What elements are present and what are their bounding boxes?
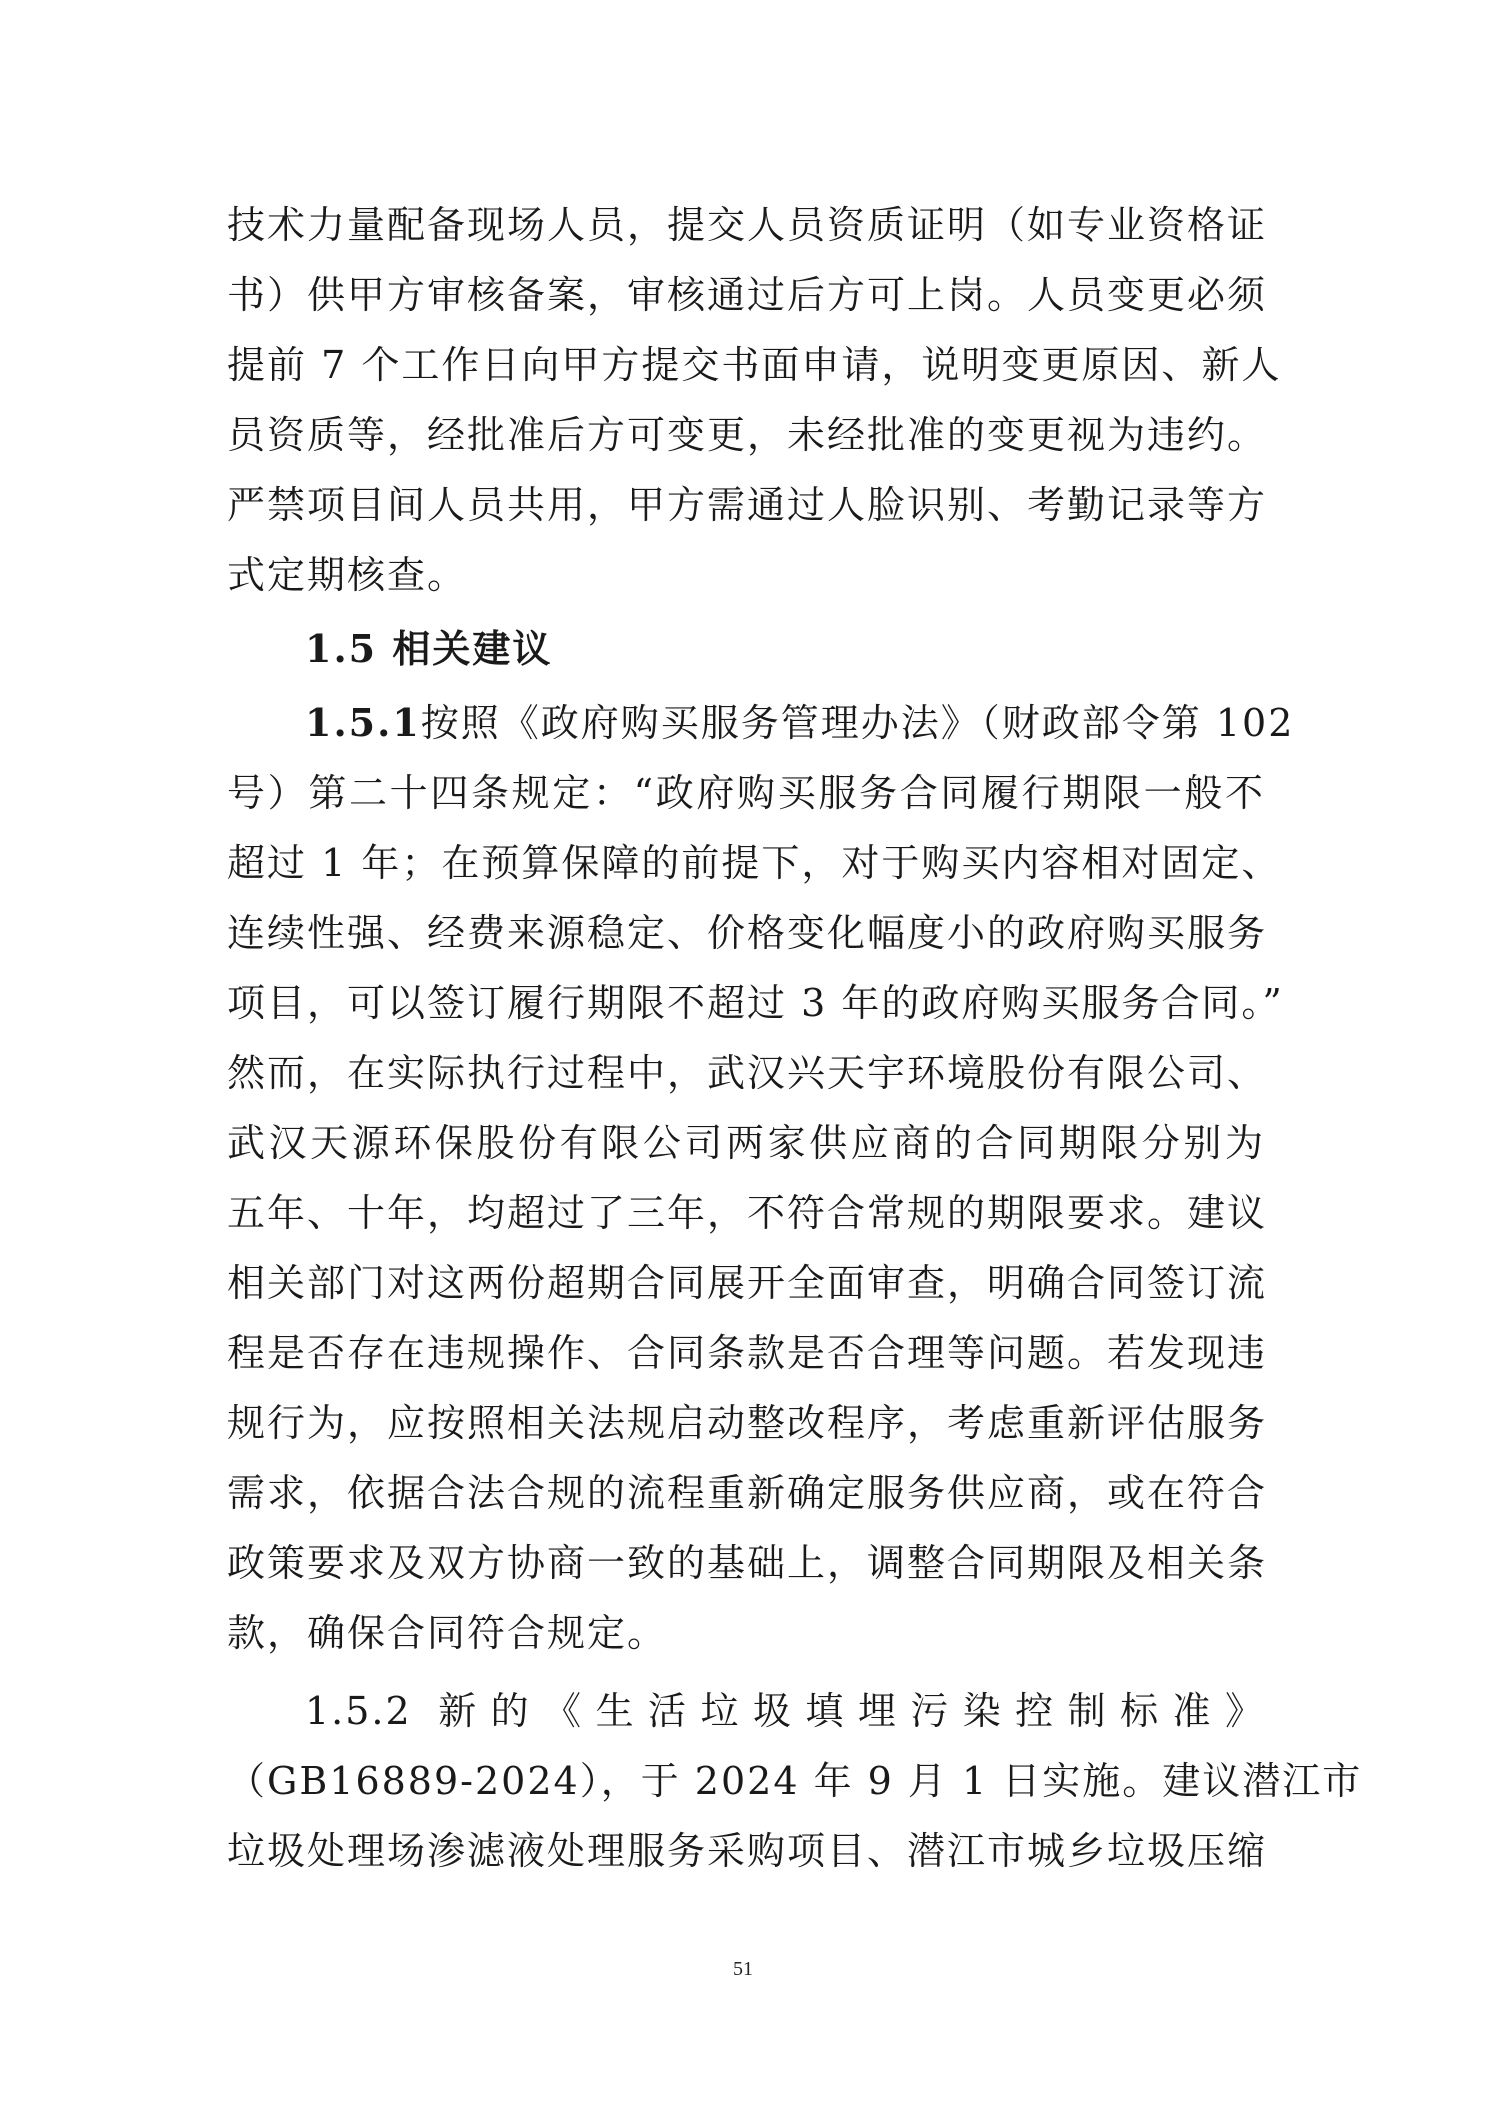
text-line: 严禁项目间人员共用，甲方需通过人脸识别、考勤记录等方 (227, 483, 1268, 527)
text-line: 武汉天源环保股份有限公司两家供应商的合同期限分别为 (227, 1121, 1265, 1165)
text-line: 连续性强、经费来源稳定、价格变化幅度小的政府购买服务 (227, 911, 1268, 955)
text-line: 政策要求及双方协商一致的基础上，调整合同期限及相关条 (227, 1541, 1268, 1585)
text-line: 需求，依据合法合规的流程重新确定服务供应商，或在符合 (227, 1471, 1268, 1515)
text-line (227, 688, 1295, 758)
text-line: 五年、十年，均超过了三年，不符合常规的期限要求。建议 (227, 1191, 1268, 1235)
text-line: 式定期核查。 (227, 553, 468, 597)
section-heading: 1.5 相关建议 (305, 626, 553, 671)
text-line: 然而，在实际执行过程中，武汉兴天宇环境股份有限公司、 (227, 1051, 1268, 1095)
document-body (227, 190, 1363, 1886)
text-line: 垃圾处理场渗滤液处理服务采购项目、潜江市城乡垃圾压缩 (227, 1829, 1268, 1873)
clause-number: 1.5.1 (305, 700, 421, 745)
text-line: 技术力量配备现场人员，提交人员资质证明（如专业资格证 (227, 203, 1268, 247)
text-line: 员资质等，经批准后方可变更，未经批准的变更视为违约。 (227, 413, 1268, 457)
text-line: 项目，可以签订履行期限不超过 3 年的政府购买服务合同。” (227, 981, 1284, 1025)
text-line: （GB16889-2024），于 2024 年 9 月 1 日实施。建议潜江市 (227, 1759, 1363, 1803)
text-line: 1.5.2 新的《生活垃圾填埋污染控制标准》 (305, 1689, 1265, 1733)
text-line: 书）供甲方审核备案，审核通过后方可上岗。人员变更必须 (227, 273, 1268, 317)
text-line: 程是否存在违规操作、合同条款是否合理等问题。若发现违 (227, 1331, 1268, 1375)
text-line: 款，确保合同符合规定。 (227, 1611, 668, 1655)
text-line: 相关部门对这两份超期合同展开全面审查，明确合同签订流 (227, 1261, 1268, 1305)
text-fragment: 按照《政府购买服务管理办法》（财政部令第 102 (420, 701, 1295, 745)
text-line: 提前 7 个工作日向甲方提交书面申请，说明变更原因、新人 (227, 343, 1282, 387)
page-number: 51 (733, 1958, 753, 1980)
text-line: 号）第二十四条规定：“政府购买服务合同履行期限一般不 (227, 771, 1265, 815)
text-line: 超过 1 年；在预算保障的前提下，对于购买内容相对固定、 (227, 841, 1282, 885)
text-line: 规行为，应按照相关法规启动整改程序，考虑重新评估服务 (227, 1401, 1268, 1445)
